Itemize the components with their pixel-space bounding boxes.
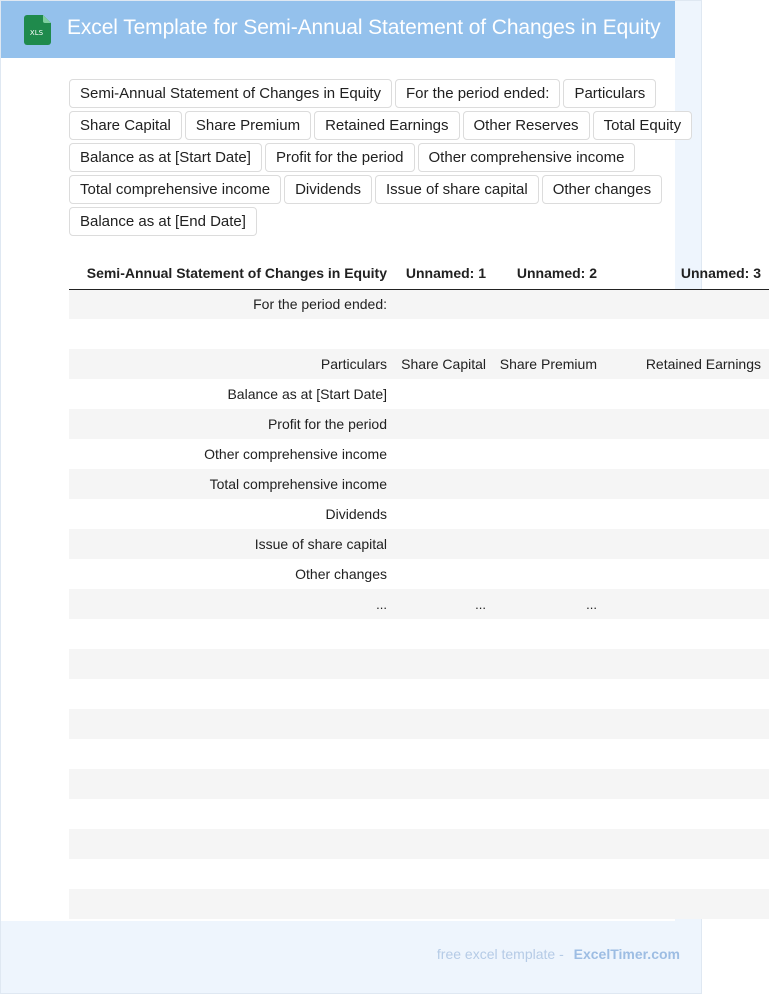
table-cell <box>69 649 395 679</box>
table-cell <box>395 409 494 439</box>
table-row <box>69 439 769 469</box>
tag-row <box>69 111 681 140</box>
table-cell <box>494 499 605 529</box>
table-cell: Profit for the period <box>69 409 395 439</box>
table-row <box>69 289 769 319</box>
content-panel <box>1 58 761 921</box>
table-row <box>69 829 769 859</box>
table-cell <box>395 439 494 469</box>
table-cell <box>605 679 769 709</box>
table-row <box>69 499 769 529</box>
table-cell <box>395 709 494 739</box>
table-cell <box>494 859 605 889</box>
header-bar <box>1 1 675 58</box>
table-row <box>69 649 769 679</box>
table-row <box>69 709 769 739</box>
data-table-viewport[interactable] <box>69 258 761 921</box>
table-cell <box>494 469 605 499</box>
table-cell <box>395 769 494 799</box>
table-cell <box>69 829 395 859</box>
table-cell <box>605 709 769 739</box>
table-cell <box>605 409 769 439</box>
table-cell: Retained Earnings <box>605 349 769 379</box>
table-cell <box>395 529 494 559</box>
table-row <box>69 859 769 889</box>
table-cell <box>494 829 605 859</box>
footer <box>437 946 680 962</box>
table-cell <box>69 799 395 829</box>
column-tag[interactable]: For the period ended: <box>395 79 560 108</box>
table-cell <box>494 739 605 769</box>
tag-row <box>69 143 681 172</box>
svg-text:XLS: XLS <box>29 29 44 37</box>
table-cell <box>605 859 769 889</box>
table-cell: Other comprehensive income <box>69 439 395 469</box>
table-cell <box>605 439 769 469</box>
table-cell <box>494 679 605 709</box>
table-cell <box>494 649 605 679</box>
tag-row <box>69 79 681 108</box>
table-cell <box>605 739 769 769</box>
table-cell <box>494 409 605 439</box>
table-cell <box>69 739 395 769</box>
table-cell <box>494 559 605 589</box>
table-row <box>69 769 769 799</box>
table-cell <box>494 289 605 319</box>
column-tag[interactable]: Balance as at [End Date] <box>69 207 257 236</box>
table-cell: ... <box>69 589 395 619</box>
table-cell <box>69 709 395 739</box>
table-cell <box>494 619 605 649</box>
table-cell <box>605 319 769 349</box>
table-cell <box>605 829 769 859</box>
column-tag[interactable]: Particulars <box>563 79 656 108</box>
table-cell <box>395 799 494 829</box>
table-cell <box>494 769 605 799</box>
column-tag[interactable]: Retained Earnings <box>314 111 459 140</box>
table-cell: Particulars <box>69 349 395 379</box>
table-cell <box>69 859 395 889</box>
table-cell <box>494 889 605 919</box>
table-cell <box>605 379 769 409</box>
table-cell <box>605 649 769 679</box>
table-cell <box>605 799 769 829</box>
column-header: Unnamed: 1 <box>395 258 494 289</box>
table-body <box>69 289 769 919</box>
table-cell <box>605 589 769 619</box>
table-cell: ... <box>395 589 494 619</box>
table-header-row <box>69 258 769 289</box>
column-tag[interactable]: Issue of share capital <box>375 175 539 204</box>
footer-brand-link[interactable]: ExcelTimer.com <box>573 946 680 962</box>
table-cell: Other changes <box>69 559 395 589</box>
column-header: Unnamed: 3 <box>605 258 769 289</box>
table-row <box>69 409 769 439</box>
table-cell: ... <box>494 589 605 619</box>
table-cell <box>605 559 769 589</box>
table-cell: Issue of share capital <box>69 529 395 559</box>
column-tag[interactable]: Total Equity <box>593 111 693 140</box>
tag-row <box>69 175 681 204</box>
table-cell <box>395 679 494 709</box>
table-cell <box>395 649 494 679</box>
excel-file-icon <box>24 15 51 45</box>
table-cell: Share Premium <box>494 349 605 379</box>
table-cell <box>605 619 769 649</box>
column-tag[interactable]: Balance as at [Start Date] <box>69 143 262 172</box>
table-row <box>69 739 769 769</box>
column-tag[interactable]: Share Premium <box>185 111 311 140</box>
table-cell <box>605 529 769 559</box>
table-cell <box>494 439 605 469</box>
table-cell <box>69 619 395 649</box>
column-header: Semi-Annual Statement of Changes in Equity <box>69 258 395 289</box>
table-cell <box>395 289 494 319</box>
table-cell <box>395 499 494 529</box>
table-cell <box>395 379 494 409</box>
table-row <box>69 589 769 619</box>
table-row <box>69 619 769 649</box>
table-cell <box>494 529 605 559</box>
table-cell: Balance as at [Start Date] <box>69 379 395 409</box>
table-cell <box>395 319 494 349</box>
table-cell <box>494 799 605 829</box>
data-table <box>69 258 769 919</box>
table-cell <box>494 379 605 409</box>
table-cell <box>69 679 395 709</box>
table-cell <box>395 469 494 499</box>
column-tag[interactable]: Semi-Annual Statement of Changes in Equity <box>69 79 392 108</box>
table-row <box>69 799 769 829</box>
table-cell <box>494 709 605 739</box>
column-header: Unnamed: 2 <box>494 258 605 289</box>
column-tag[interactable]: Other comprehensive income <box>418 143 636 172</box>
table-row <box>69 379 769 409</box>
table-cell: For the period ended: <box>69 289 395 319</box>
table-cell <box>605 769 769 799</box>
table-cell <box>395 859 494 889</box>
table-cell <box>395 559 494 589</box>
column-tag[interactable]: Other changes <box>542 175 662 204</box>
tag-row <box>69 207 681 236</box>
column-tags <box>69 79 681 239</box>
table-cell: Dividends <box>69 499 395 529</box>
table-row <box>69 679 769 709</box>
table-row <box>69 469 769 499</box>
table-row <box>69 529 769 559</box>
table-cell: Total comprehensive income <box>69 469 395 499</box>
column-tag[interactable]: Profit for the period <box>265 143 415 172</box>
table-row <box>69 559 769 589</box>
column-tag[interactable]: Total comprehensive income <box>69 175 281 204</box>
table-row <box>69 319 769 349</box>
column-tag[interactable]: Share Capital <box>69 111 182 140</box>
table-cell <box>605 469 769 499</box>
column-tag[interactable]: Dividends <box>284 175 372 204</box>
page-title: Excel Template for Semi-Annual Statement of Changes in Equity <box>67 16 661 39</box>
table-cell <box>605 499 769 529</box>
table-cell <box>395 889 494 919</box>
table-row <box>69 889 769 919</box>
column-tag[interactable]: Other Reserves <box>463 111 590 140</box>
table-cell <box>494 319 605 349</box>
table-cell <box>69 769 395 799</box>
table-cell: Share Capital <box>395 349 494 379</box>
table-cell <box>395 829 494 859</box>
table-cell <box>395 739 494 769</box>
table-cell <box>605 889 769 919</box>
table-cell <box>395 619 494 649</box>
table-cell <box>69 889 395 919</box>
table-row <box>69 349 769 379</box>
table-cell <box>605 289 769 319</box>
footer-text: free excel template - <box>436 946 564 962</box>
table-cell <box>69 319 395 349</box>
